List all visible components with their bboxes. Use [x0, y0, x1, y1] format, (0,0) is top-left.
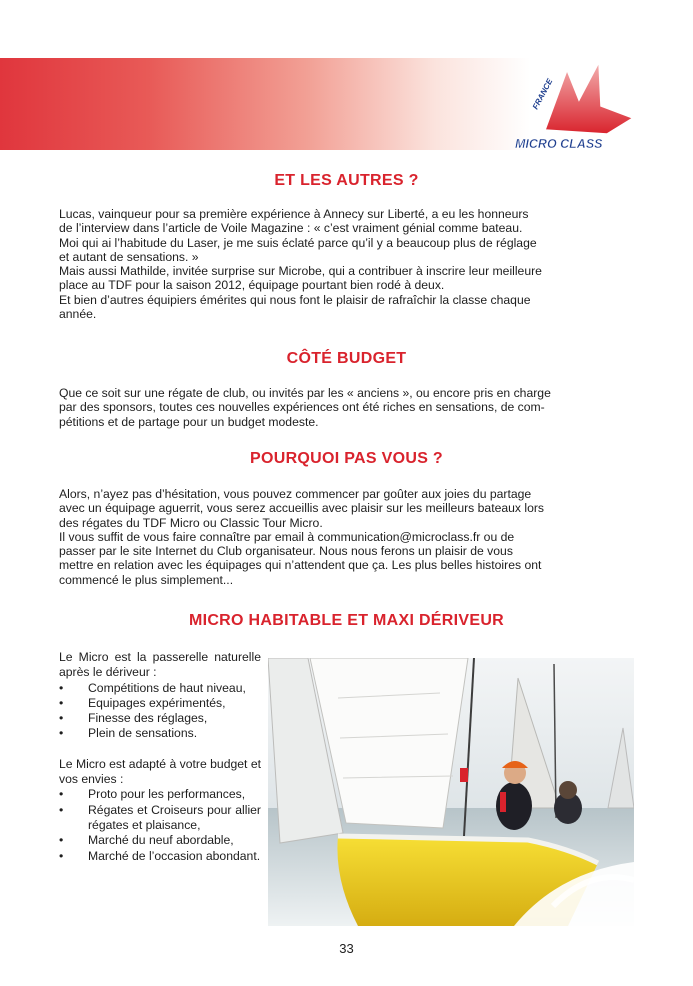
section-title-micro-habitable: MICRO HABITABLE ET MAXI DÉRIVEUR — [188, 612, 505, 629]
list-item: • Compétitions de haut niveau, — [59, 681, 261, 696]
list-item: • Equipages expérimentés, — [59, 696, 261, 711]
list-item: • Proto pour les performances, — [59, 787, 261, 802]
list-item: • Marché de l’occasion abondant. — [59, 849, 261, 864]
sailing-boat-photo — [268, 658, 634, 926]
svg-text:FRANCE: FRANCE — [530, 77, 555, 111]
section-title-budget: CÔTÉ BUDGET — [286, 350, 407, 367]
micro-features-column — [59, 650, 261, 864]
micro-class-logo — [505, 48, 645, 160]
list-item: • Marché du neuf abordable, — [59, 833, 261, 848]
section-title-why-not-you: POURQUOI PAS VOUS ? — [250, 450, 443, 467]
section-body-others: Lucas, vainqueur pour sa première expérience à Annecy sur Liberté, a eu les honneurs de l’interview dans l’article de Voile Magazine : « c’est vraiment génial comme bateau. Moi qui ai l’habitude du Laser, je me suis éclaté parce qu’il y a beaucoup plus de réglage et autant de sensations. » Mais aussi Mathilde, invitée surprise sur Microbe, qui a contribuer à inscrire leur meilleure place au TDF pour la saison 2012, équipage pourtant bien rodé à deux. Et bien d’autres équipiers émérites qui nous font le plaisir de rafraîchir la classe chaque année. — [59, 207, 542, 322]
section-body-budget: Que ce soit sur une régate de club, ou invités par les « anciens », ou encore pris en charge par des sponsors, toutes ces nouvelles expériences ont été riches en sensations, de com- pétitions et de partage pour un budget modeste. — [59, 386, 551, 429]
sail-logo-icon — [505, 48, 645, 160]
intro-paragraph: Le Micro est la passerelle naturelle après le dériveur : — [59, 650, 261, 680]
list-item: • Plein de sensations. — [59, 726, 261, 741]
svg-text:MICRO CLASS: MICRO CLASS — [515, 137, 603, 151]
feature-list — [59, 681, 261, 742]
list-item: • Régates et Croiseurs pour allier régates et plaisance, — [59, 803, 261, 834]
list-item: • Finesse des réglages, — [59, 711, 261, 726]
section-title-others: ET LES AUTRES ? — [274, 172, 419, 189]
page-number: 33 — [339, 941, 354, 956]
budget-list — [59, 787, 261, 863]
section-body-why-not-you: Alors, n’ayez pas d’hésitation, vous pouvez commencer par goûter aux joies du partage avec un équipage aguerrit, vous serez accueillis avec plaisir sur les meilleurs bateaux lors des régates du TDF Micro ou Classic Tour Micro. Il vous suffit de vous faire connaître par email à communication@microclass.fr ou de passer par le site Internet du Club organisateur. Nous nous ferons un plaisir de vous mettre en relation avec les équipages qui n’attendent que ça. Les plus belles histoires ont commencé le plus simplement... — [59, 487, 545, 587]
header-banner — [0, 58, 530, 150]
budget-paragraph: Le Micro est adapté à votre budget et vos envies : — [59, 756, 261, 787]
